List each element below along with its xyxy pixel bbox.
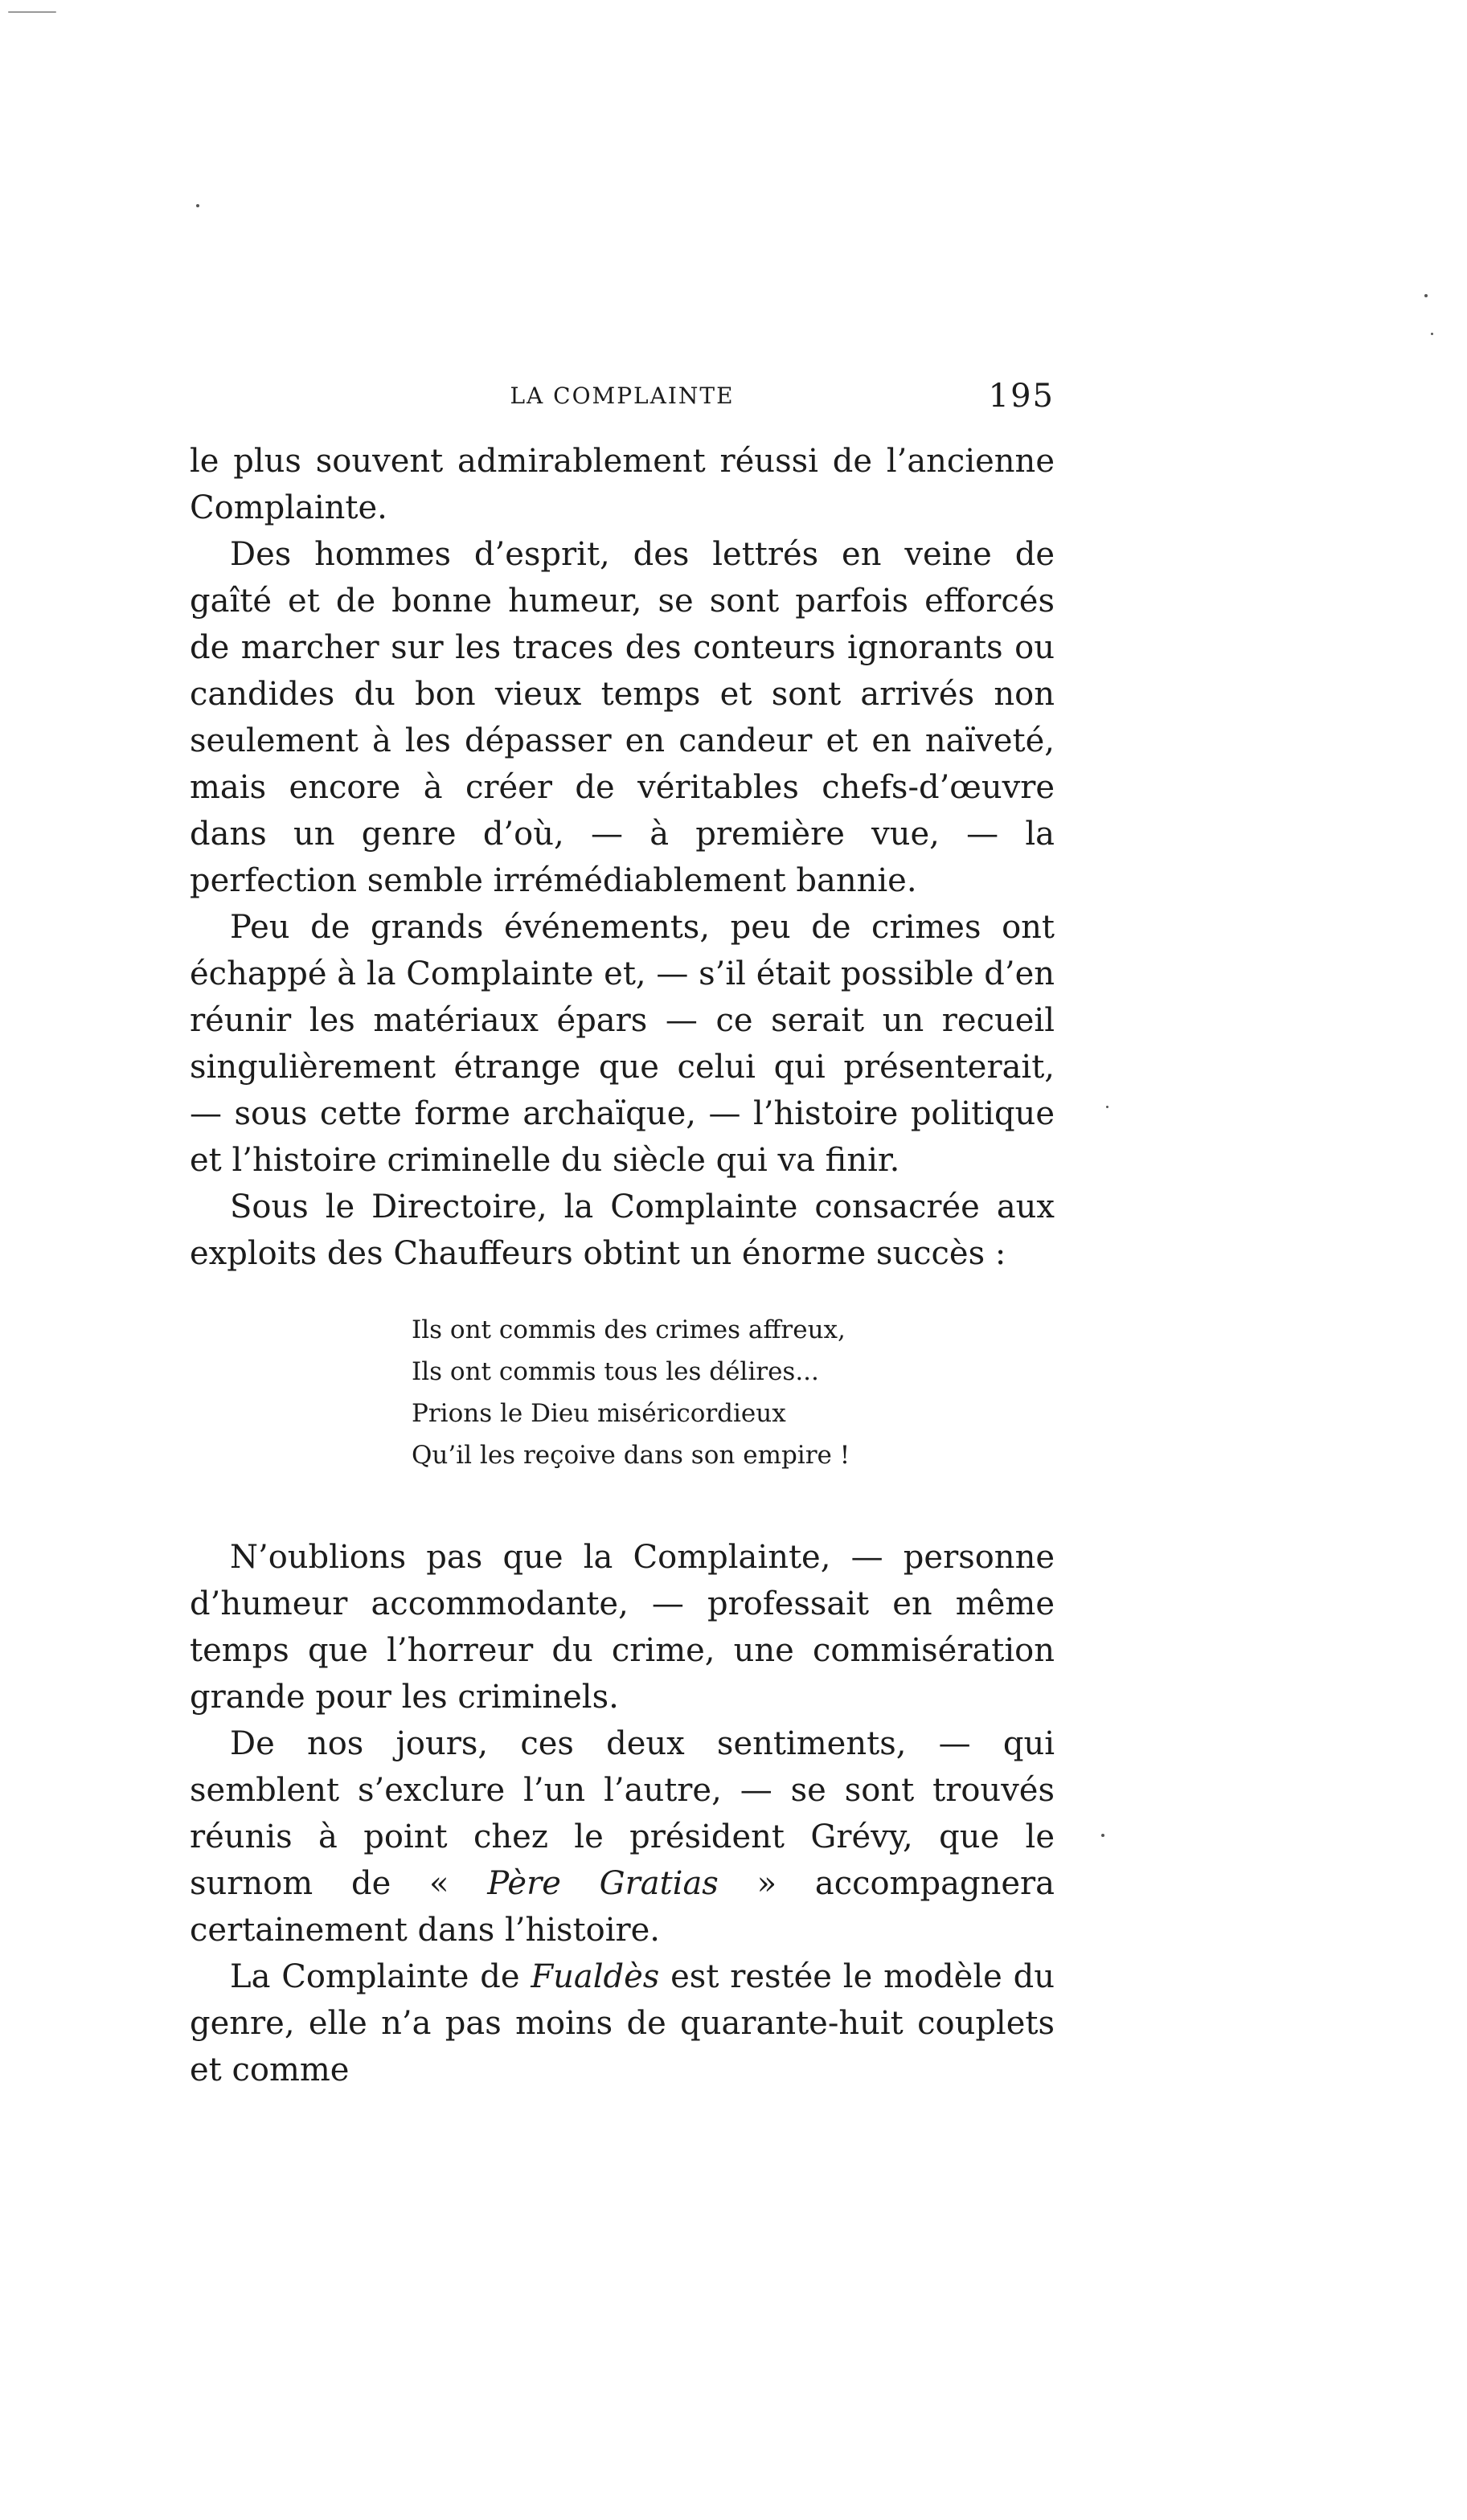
paragraph-6 xyxy=(190,1720,1055,1953)
verse-line-2: Ils ont commis tous les délires... xyxy=(412,1357,819,1386)
body-text xyxy=(190,438,1055,2093)
paragraph-7 xyxy=(190,1953,1055,2093)
scan-speck xyxy=(1424,294,1428,297)
paragraph-6-text-b: » accompagnera certainement dans l’histoire. xyxy=(190,1865,1055,1949)
paragraph-5: N’oublions pas que la Complainte, — personne d’humeur accommodante, — professait en même temps que l’horreur du crime, une commisération grande pour les criminels. xyxy=(190,1539,1055,1716)
paragraph-4: Sous le Directoire, la Complainte consacrée aux exploits des Chauffeurs obtint un énorme succès : xyxy=(190,1188,1055,1272)
paragraph-1: le plus souvent admirablement réussi de l’ancienne Complainte. xyxy=(190,443,1055,526)
scan-speck xyxy=(8,11,56,13)
scan-speck xyxy=(1101,1834,1104,1837)
verse-line-3: Prions le Dieu miséricordieux xyxy=(412,1399,786,1428)
paragraph-7-italic: Fualdès xyxy=(531,1958,660,1995)
scan-speck xyxy=(1431,333,1433,335)
verse-line-4: Qu’il les reçoive dans son empire ! xyxy=(412,1441,850,1470)
page-number: 195 xyxy=(988,378,1055,415)
page-header xyxy=(190,378,1055,418)
paragraph-7-text-b: est restée le modèle du genre, elle n’a pas moins de quarante-huit couplets et comme xyxy=(190,1958,1055,2088)
paragraph-2: Des hommes d’esprit, des lettrés en veine de gaîté et de bonne humeur, se sont parfois efforcés de marcher sur les traces des conteurs ignorants ou candides du bon vieux temps et sont arrivés non seulement à les dépasser en candeur et en naïveté, mais encore à créer de véritables chefs-d’œuvre dans un genre d’où, — à première vue, — la perfection semble irrémédiablement bannie. xyxy=(190,536,1055,899)
verse-line-1: Ils ont commis des crimes affreux, xyxy=(412,1315,846,1344)
verse-quote xyxy=(412,1309,1055,1476)
paragraph-6-text-a: De nos jours, ces deux sentiments, — qui semblent s’exclure l’un l’autre, — se sont trouvés réunis à point chez le président Grévy, que le surnom de « xyxy=(190,1725,1055,1902)
paragraph-3: Peu de grands événements, peu de crimes ont échappé à la Complainte et, — s’il était possible d’en réunir les matériaux épars — ce serait un recueil singulièrement étrange que celui qui présenterait, — sous cette forme archaïque, — l’histoire politique et l’histoire criminelle du siècle qui va finir. xyxy=(190,909,1055,1179)
paragraph-7-text-a: La Complainte de xyxy=(230,1958,531,1995)
running-title: LA COMPLAINTE xyxy=(510,382,735,409)
scan-speck xyxy=(196,204,199,207)
scan-speck xyxy=(1106,1106,1108,1108)
paragraph-6-italic: Père Gratias xyxy=(487,1865,719,1902)
